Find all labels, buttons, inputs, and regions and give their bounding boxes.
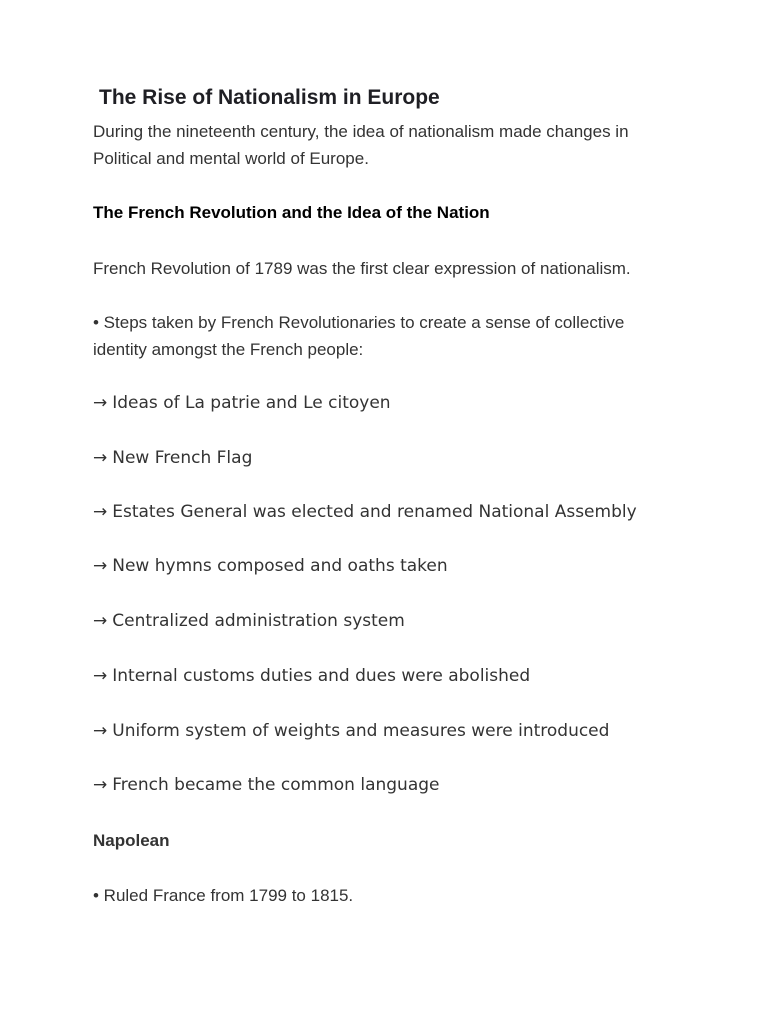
arrow-icon: → bbox=[93, 666, 108, 686]
step-item bbox=[93, 448, 252, 468]
step-text: Estates General was elected and renamed National Assembly bbox=[112, 502, 637, 522]
steps-intro-paragraph: • Steps taken by French Revolutionaries to create a sense of collective identity amongst the French people: bbox=[93, 313, 625, 359]
arrow-icon: → bbox=[93, 393, 108, 413]
revolution-statement: French Revolution of 1789 was the first clear expression of nationalism. bbox=[93, 259, 631, 278]
step-text: Ideas of La patrie and Le citoyen bbox=[112, 393, 391, 413]
section-heading-napolean: Napolean bbox=[93, 831, 170, 850]
step-item bbox=[93, 393, 391, 413]
step-item bbox=[93, 721, 609, 741]
arrow-icon: → bbox=[93, 556, 108, 576]
napolean-bullet: • Ruled France from 1799 to 1815. bbox=[93, 886, 354, 905]
step-item bbox=[93, 556, 448, 576]
arrow-icon: → bbox=[93, 775, 108, 795]
section-heading-french-revolution: The French Revolution and the Idea of the Nation bbox=[93, 203, 490, 222]
step-item bbox=[93, 502, 637, 522]
step-item bbox=[93, 611, 405, 631]
arrow-icon: → bbox=[93, 502, 108, 522]
step-item bbox=[93, 775, 440, 795]
arrow-icon: → bbox=[93, 611, 108, 631]
intro-paragraph: During the nineteenth century, the idea of nationalism made changes in Political and mental world of Europe. bbox=[93, 122, 629, 168]
step-text: Uniform system of weights and measures were introduced bbox=[112, 721, 610, 741]
step-text: French became the common language bbox=[112, 775, 440, 795]
step-text: New hymns composed and oaths taken bbox=[112, 556, 448, 576]
step-item bbox=[93, 666, 530, 686]
step-text: Internal customs duties and dues were abolished bbox=[112, 666, 531, 686]
step-text: Centralized administration system bbox=[112, 611, 405, 631]
document-title: The Rise of Nationalism in Europe bbox=[99, 86, 440, 109]
arrow-icon: → bbox=[93, 721, 108, 741]
arrow-icon: → bbox=[93, 448, 108, 468]
step-text: New French Flag bbox=[112, 448, 253, 468]
